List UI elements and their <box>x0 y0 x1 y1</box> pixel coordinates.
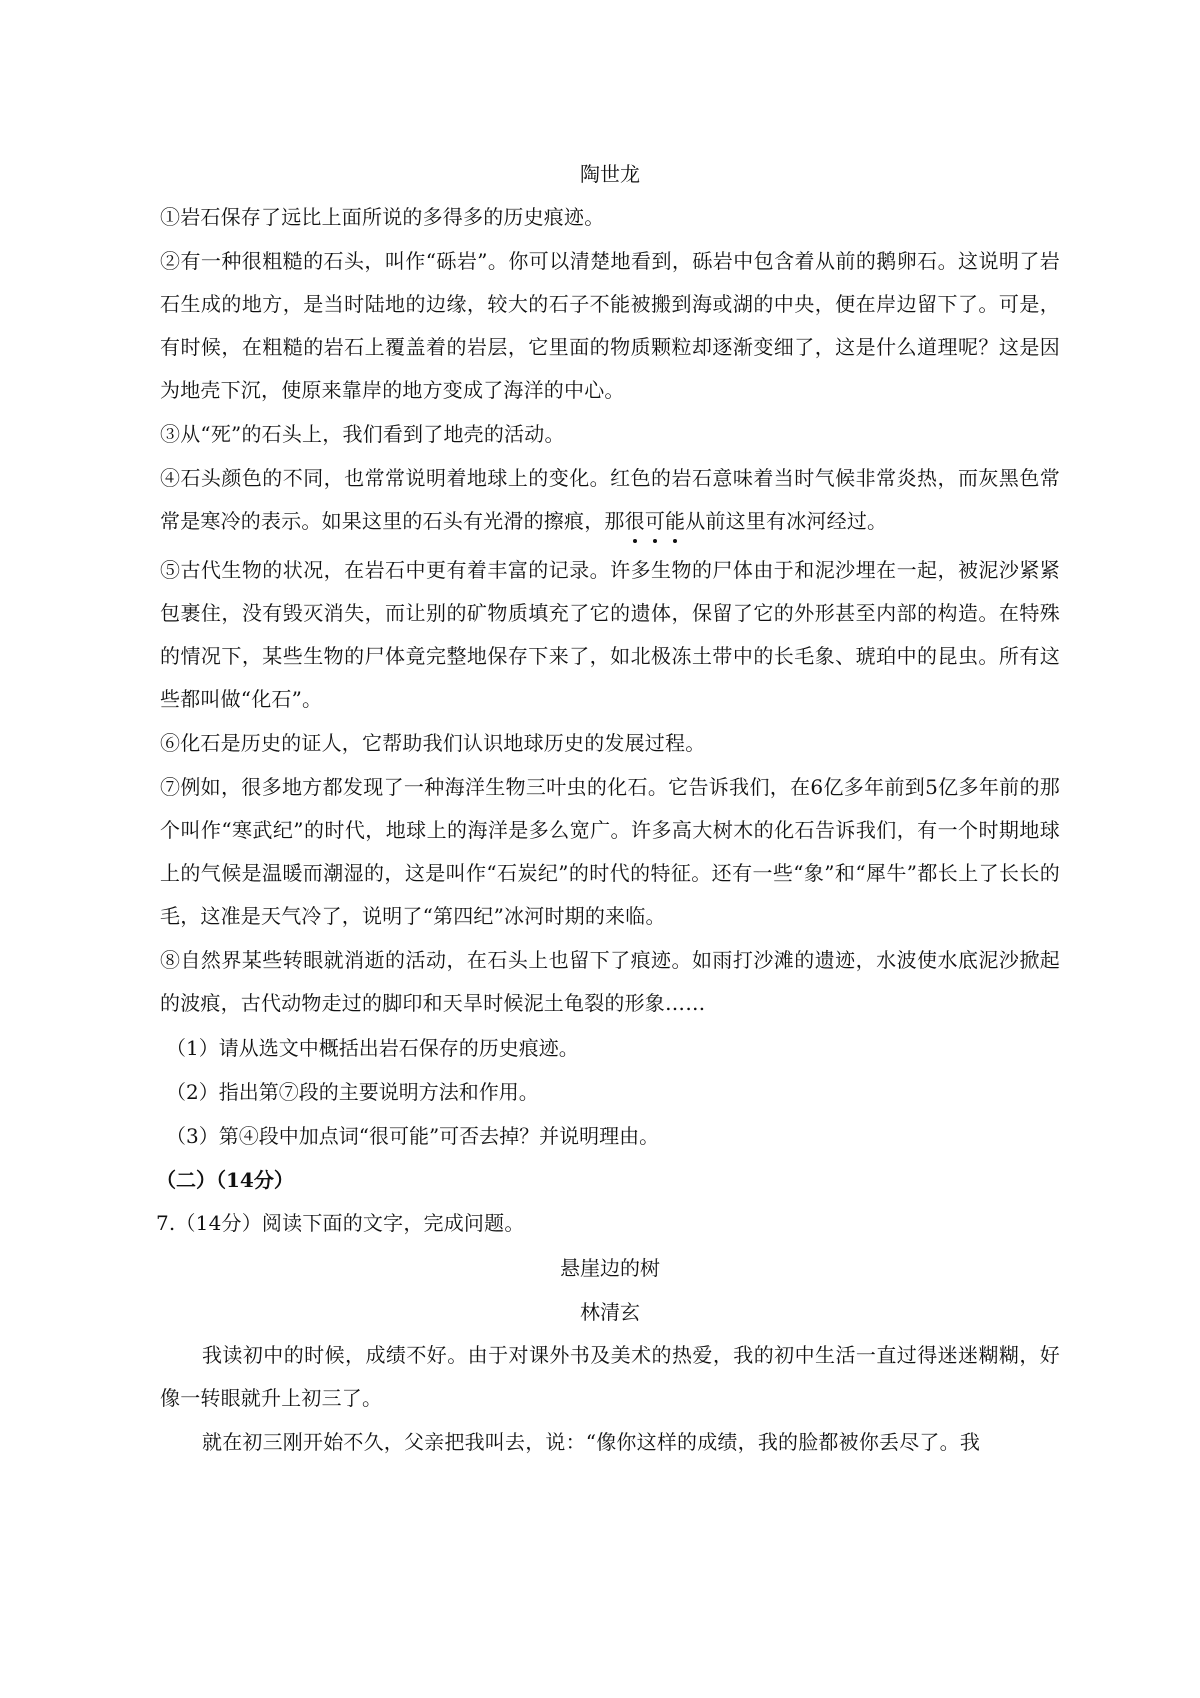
paragraph-4 <box>160 457 1060 543</box>
story-paragraph-1: 我读初中的时候，成绩不好。由于对课外书及美术的热爱，我的初中生活一直过得迷迷糊糊，好像一转眼就升上初三了。 <box>160 1343 1060 1410</box>
question-7-prompt: 7.（14分）阅读下面的文字，完成问题。 <box>156 1211 525 1235</box>
story-paragraph-2: 就在初三刚开始不久，父亲把我叫去，说：“像你这样的成绩，我的脸都被你丢尽了。我 <box>202 1430 981 1454</box>
paragraph-7: ⑦例如，很多地方都发现了一种海洋生物三叶虫的化石。它告诉我们，在6亿多年前到5亿多年前的那个叫作“寒武纪”的时代，地球上的海洋是多么宽广。许多高大树木的化石告诉我们，有一个时期地球上的气候是温暖而潮湿的，这是叫作“石炭纪”的时代的特征。还有一些“象”和“犀牛”都长上了长长的毛，这准是天气冷了，说明了“第四纪”冰河时期的来临。 <box>160 775 1060 928</box>
emphasis-char-neng: 能 <box>665 509 686 533</box>
author-name: 陶世龙 <box>580 162 640 186</box>
story-author: 林清玄 <box>580 1300 640 1324</box>
paragraph-8: ⑧自然界某些转眼就消逝的活动，在石头上也留下了痕迹。如雨打沙滩的遗迹，水波使水底泥沙掀起的波痕，古代动物走过的脚印和天旱时候泥土龟裂的形象…… <box>160 948 1060 1015</box>
emphasis-char-hen: 很 <box>624 509 645 533</box>
question-3: （3）第④段中加点词“很可能”可否去掉？并说明理由。 <box>166 1124 660 1148</box>
question-1: （1）请从选文中概括出岩石保存的历史痕迹。 <box>166 1036 579 1060</box>
paragraph-3: ③从“死”的石头上，我们看到了地壳的活动。 <box>160 422 565 446</box>
document-content <box>156 152 1060 1465</box>
paragraph-4-text-b: 从前这里有冰河经过。 <box>685 509 888 533</box>
paragraph-4-text-a: ④石头颜色的不同，也常常说明着地球上的变化。红色的岩石意味着当时气候非常炎热，而灰黑色常常是寒冷的表示。如果这里的石头有光滑的擦痕，那 <box>160 466 1060 533</box>
emphasis-char-ke: 可 <box>644 509 666 533</box>
paragraph-1: ①岩石保存了远比上面所说的多得多的历史痕迹。 <box>160 205 605 229</box>
story-title: 悬崖边的树 <box>560 1256 660 1280</box>
paragraph-5: ⑤古代生物的状况，在岩石中更有着丰富的记录。许多生物的尸体由于和泥沙埋在一起，被泥沙紧紧包裹住，没有毁灭消失，而让别的矿物质填充了它的遗体，保留了它的外形甚至内部的构造。在特殊的情况下，某些生物的尸体竟完整地保存下来了，如北极冻土带中的长毛象、琥珀中的昆虫。所有这些都叫做“化石”。 <box>160 558 1060 711</box>
paragraph-6: ⑥化石是历史的证人，它帮助我们认识地球历史的发展过程。 <box>160 731 706 755</box>
question-2: （2）指出第⑦段的主要说明方法和作用。 <box>166 1080 539 1104</box>
paragraph-2: ②有一种很粗糙的石头，叫作“砾岩”。你可以清楚地看到，砾岩中包含着从前的鹅卵石。这说明了岩石生成的地方，是当时陆地的边缘，较大的石子不能被搬到海或湖的中央，便在岸边留下了。可是，有时候，在粗糙的岩石上覆盖着的岩层，它里面的物质颗粒却逐渐变细了，这是什么道理呢？这是因为地壳下沉，使原来靠岸的地方变成了海洋的中心。 <box>160 249 1060 402</box>
section-heading: （二）（14分） <box>156 1168 294 1192</box>
